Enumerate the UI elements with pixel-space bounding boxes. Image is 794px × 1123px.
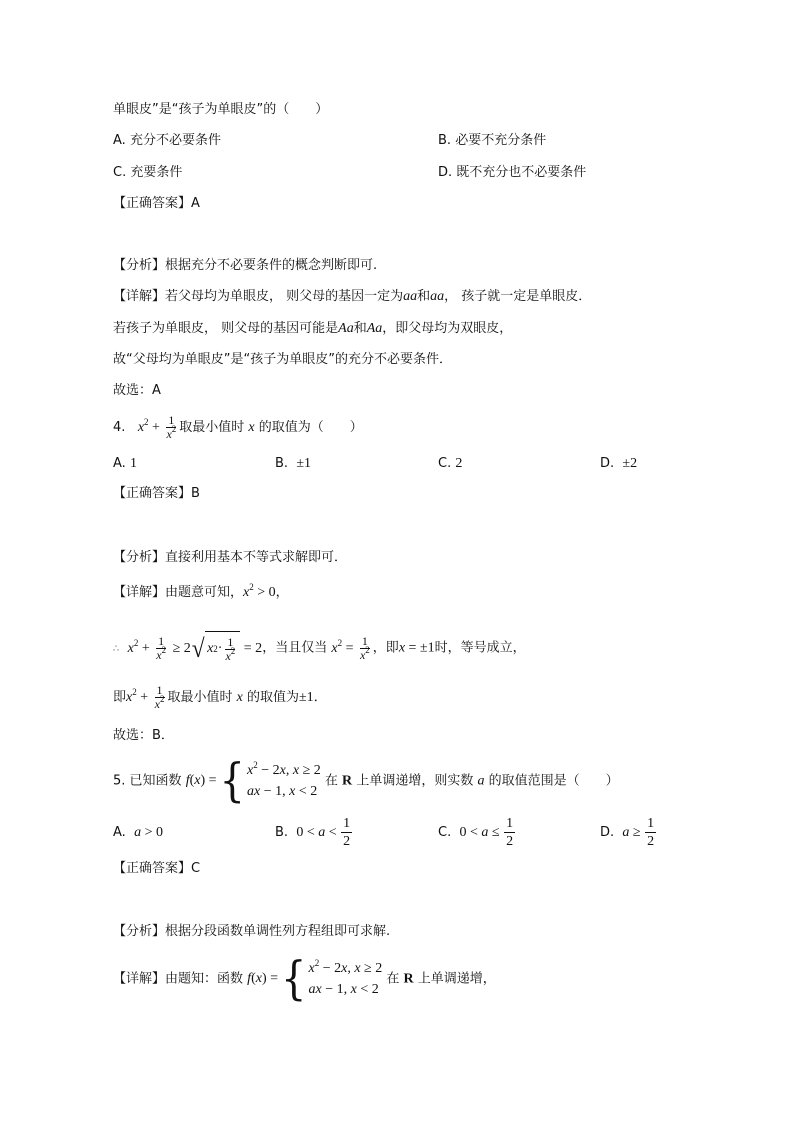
q3-answer-value: A	[191, 196, 200, 211]
q3-stem: 单眼皮”是“孩子为单眼皮”的（ ）	[113, 102, 329, 117]
q3-detail-line-3: 故“父母均为单眼皮”是“孩子为单眼皮”的充分不必要条件．	[113, 352, 452, 367]
q3-option-c-text: 充要条件	[130, 165, 183, 180]
q3-choice: 故选：A	[113, 383, 161, 398]
q4-choice: 故选：B．	[113, 728, 174, 743]
q5-detail-text: 在	[386, 971, 400, 987]
q5-option-a-label: A.	[113, 825, 126, 840]
q5-detail-piecewise: f(x) = { $x^2 - 2x$, x ≥ 2 ax − 1, x < 2	[247, 952, 383, 1006]
q3-analysis	[113, 257, 377, 275]
q5-option-a-math: a > 0	[134, 825, 163, 840]
q4-detail-text: ，	[275, 585, 289, 600]
q5-option-d-label: D.	[600, 825, 615, 840]
q5-analysis-text: 根据分段函数单调性列方程组即可求解.	[165, 924, 391, 939]
q3-detail-text: ，即父母均为双眼皮，	[382, 321, 513, 336]
q3-detail-line-1	[113, 288, 591, 306]
genotype-Aa: Aa	[338, 321, 354, 336]
q3-option-c	[113, 164, 182, 182]
q4-option-b	[275, 455, 311, 473]
q3-option-b-label: B.	[438, 133, 452, 148]
q5-analysis-tag: 【分析】	[113, 924, 166, 939]
q4-detail-line-2: ∴ $x^2$ + $\frac{1}{x^2}$ ≥ 2 √ x 2 · $\frac{1}{x^2}$ = 2，当且仅当 $x^2$ = $\frac{1}{x^2}$ ，即x = ±1时，等号成立，	[113, 631, 526, 667]
q4-option-d-text: ±2	[622, 456, 638, 471]
q4-stem-text: 的取值为（ ）	[258, 420, 363, 435]
q5-piecewise-function: f(x) = { $x^2 - 2x$, x ≥ 2 ax − 1, x < 2	[185, 754, 321, 808]
q3-detail-line-2	[113, 320, 512, 338]
q4-option-a-label: A.	[113, 456, 126, 471]
q5-stem-text: 已知函数	[129, 773, 182, 789]
q4-detail-text: ，即	[372, 640, 399, 656]
q3-answer-tag: 【正确答案】	[113, 196, 192, 211]
q5-detail-text: 由题知：函数	[165, 971, 244, 987]
q3-option-d	[438, 164, 586, 182]
genotype-Aa: Aa	[366, 321, 383, 336]
q4-analysis	[113, 549, 347, 567]
q3-detail-text: 若孩子为单眼皮， 则父母的基因可能是	[113, 321, 339, 336]
q4-stem-text: 取最小值时	[179, 420, 245, 435]
q5-stem: 5. 已知函数 f(x) = { $x^2 - 2x$, x ≥ 2 ax − 1, x < 2 在 R 上单调递增，则实数 a 的取值范围是（ ）	[113, 754, 619, 808]
q4-answer-value: B	[191, 486, 200, 501]
therefore-symbol: ∴	[113, 643, 120, 655]
q5-detail: 【详解】由题知：函数 f(x) = { $x^2 - 2x$, x ≥ 2 ax − 1, x < 2 在 R 上单调递增，	[113, 952, 496, 1006]
q5-analysis	[113, 923, 390, 941]
q4-detail-text: 即	[113, 690, 127, 705]
q3-detail-tag: 【详解】	[113, 289, 166, 304]
q5-detail-tag: 【详解】	[113, 971, 166, 987]
q5-option-c-math: 0 < a ≤ $\frac{1}{2}$	[459, 816, 514, 850]
q3-detail-text: 和	[417, 289, 431, 304]
q4-analysis-tag: 【分析】	[113, 550, 166, 565]
q3-detail-text: ， 孩子就一定是单眼皮．	[444, 289, 592, 304]
q4-detail-text: 时，等号成立，	[434, 640, 526, 656]
q4-detail-text: 取最小值时	[167, 690, 233, 705]
q4-option-a-text: 1	[129, 456, 137, 471]
q3-option-b-text: 必要不充分条件	[455, 133, 547, 148]
q4-detail-line-1: 【详解】由题意可知，$x^2 > 0$，	[113, 582, 289, 600]
q3-analysis-text: 根据充分不必要条件的概念判断即可.	[165, 258, 378, 273]
q5-option-b-math: 0 < a < $\frac{1}{2}$	[296, 816, 351, 850]
q5-option-b-label: B.	[275, 825, 289, 840]
q4-option-a	[113, 455, 137, 473]
q4-expression: $x^2$ + $\frac{1}{x^2}$	[137, 413, 177, 442]
q5-option-c-label: C.	[438, 825, 452, 840]
q4-number: 4.	[113, 420, 126, 435]
q3-option-a-text: 充分不必要条件	[129, 133, 221, 148]
q4-detail-text: ，当且仅当	[262, 640, 328, 656]
q4-detail-text: 由题意可知，	[165, 585, 244, 600]
q3-option-d-text: 既不充分也不必要条件	[456, 165, 587, 180]
genotype-aa: aa	[403, 289, 418, 304]
q5-option-d-math: a ≥ $\frac{1}{2}$	[622, 816, 655, 850]
q5-stem-text: 在	[324, 773, 338, 789]
q3-answer	[113, 195, 200, 213]
q3-analysis-tag: 【分析】	[113, 258, 166, 273]
q3-option-c-label: C.	[113, 165, 127, 180]
q5-answer-tag: 【正确答案】	[113, 861, 192, 876]
q5-option-a	[113, 824, 163, 842]
q4-option-c-text: 2	[455, 456, 463, 471]
q3-detail-text: 和	[353, 321, 367, 336]
q4-option-b-label: B.	[275, 456, 289, 471]
q4-option-d-label: D.	[600, 456, 615, 471]
q3-option-a	[113, 132, 221, 150]
q4-answer	[113, 485, 200, 503]
q5-option-d	[600, 814, 657, 852]
q3-option-b	[438, 132, 546, 150]
q4-analysis-text: 直接利用基本不等式求解即可．	[165, 550, 348, 565]
q4-option-d	[600, 455, 637, 473]
q4-detail-tag: 【详解】	[113, 585, 166, 600]
q5-option-c	[438, 814, 516, 852]
q4-detail-text: ．	[313, 690, 327, 705]
q4-detail-line-3: 即$x^2$ + $\frac{1}{x^2}$ 取最小值时 x 的取值为±1．	[113, 683, 327, 712]
q5-stem-text: 的取值范围是（ ）	[488, 773, 619, 789]
q4-detail-text: 的取值为	[246, 690, 299, 705]
q3-detail-text: 若父母均为单眼皮， 则父母的基因一定为	[165, 289, 404, 304]
q5-detail-text: 上单调递增，	[417, 971, 496, 987]
q5-answer-value: C	[191, 861, 201, 876]
q4-inequality: $x^2$ + $\frac{1}{x^2}$ ≥ 2 √ x 2 · $\frac{1}{x^2}$ = 2	[128, 641, 263, 656]
q3-option-a-label: A.	[113, 133, 126, 148]
q5-number: 5.	[113, 773, 126, 789]
q4-option-b-text: ±1	[296, 456, 312, 471]
q4-option-c-label: C.	[438, 456, 452, 471]
q4-stem: 4. $x^2$ + $\frac{1}{x^2}$ 取最小值时 x 的取值为（ ）	[113, 413, 363, 442]
q4-answer-tag: 【正确答案】	[113, 486, 192, 501]
q4-option-c	[438, 455, 462, 473]
q5-stem-text: 上单调递增，则实数	[356, 773, 474, 789]
genotype-aa: aa	[430, 289, 445, 304]
q5-answer	[113, 860, 200, 878]
q5-option-b	[275, 814, 353, 852]
q3-option-d-label: D.	[438, 165, 453, 180]
